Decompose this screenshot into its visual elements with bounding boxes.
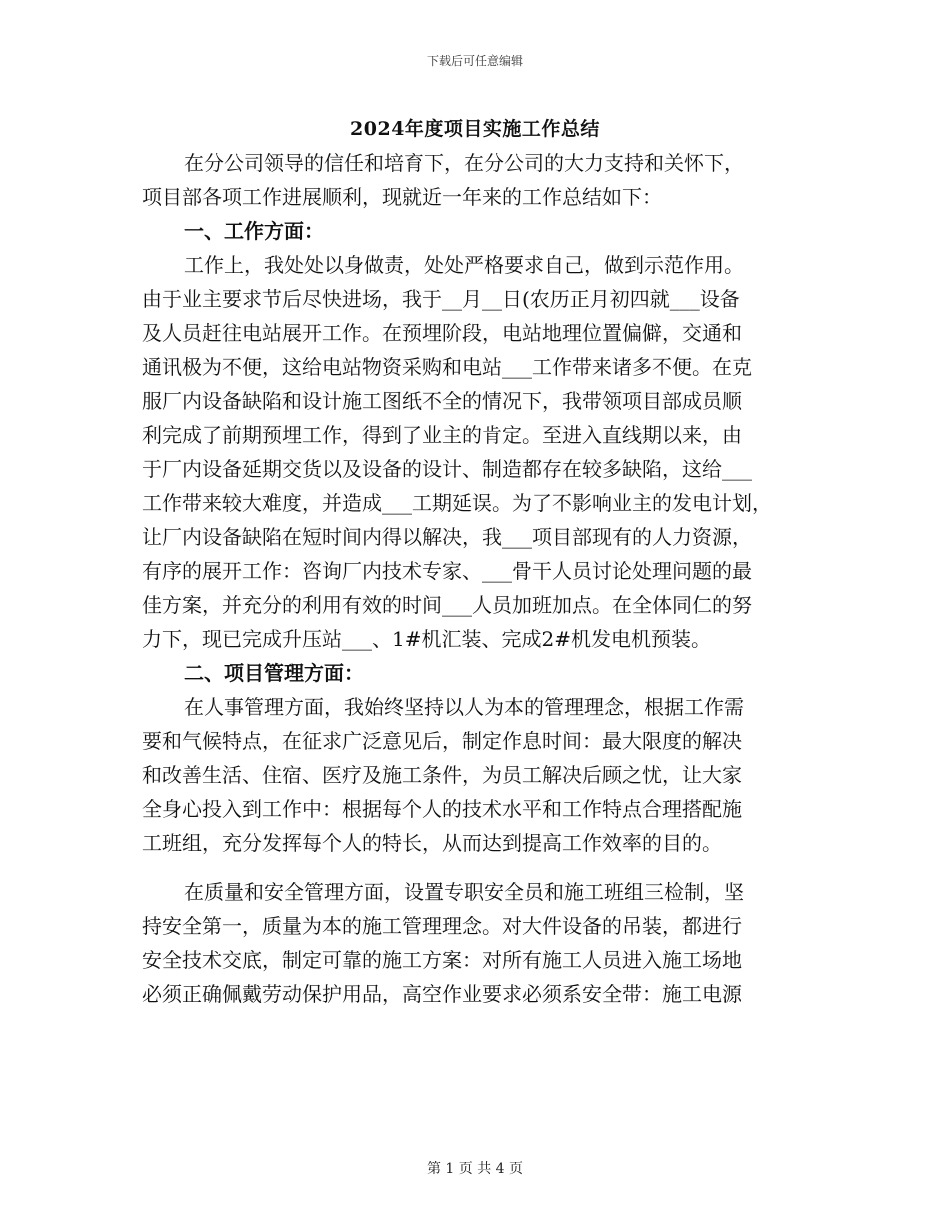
paragraph-line: 必须正确佩戴劳动保护用品，高空作业要求必须系安全带：施工电源: [142, 982, 742, 1006]
document-body: [142, 146, 814, 1011]
paragraph-line: 在分公司领导的信任和培育下，在分公司的大力支持和关怀下，: [184, 151, 744, 175]
page-number: 第 1 页 共 4 页: [426, 1161, 524, 1177]
paragraph-line: 项目部各项工作进展顺利，现就近一年来的工作总结如下：: [142, 185, 662, 209]
paragraph-line: 在质量和安全管理方面，设置专职安全员和施工班组三检制，坚: [184, 880, 744, 904]
section-heading: 一、工作方面：: [184, 219, 324, 243]
paragraph-gap: [142, 860, 814, 875]
paragraph-line: 力下，现已完成升压站___、1#机汇装、完成2#机发电机预装。: [142, 627, 711, 651]
paragraph-line: 全身心投入到工作中：根据每个人的技术水平和工作特点合理搭配施: [142, 797, 742, 821]
paragraph-line: 让厂内设备缺陷在短时间内得以解决，我___项目部现有的人力资源，: [142, 525, 752, 549]
paragraph-line: 持安全第一，质量为本的施工管理理念。对大件设备的吊装，都进行: [142, 914, 742, 938]
paragraph-line: 要和气候特点，在征求广泛意见后，制定作息时间：最大限度的解决: [142, 729, 742, 753]
section-heading: 二、项目管理方面：: [184, 661, 364, 685]
paragraph-line: 安全技术交底，制定可靠的施工方案：对所有施工人员进入施工场地: [142, 948, 742, 972]
paragraph-line: 在人事管理方面，我始终坚持以人为本的管理理念，根据工作需: [184, 695, 744, 719]
paragraph-line: 工作上，我处处以身做责，处处严格要求自己，做到示范作用。: [184, 253, 744, 277]
paragraph-line: 利完成了前期预埋工作，得到了业主的肯定。至进入直线期以来，由: [142, 423, 742, 447]
paragraph-line: 有序的展开工作：咨询厂内技术专家、___骨干人员讨论处理问题的最: [142, 559, 752, 583]
paragraph-line: 工班组，充分发挥每个人的特长，从而达到提高工作效率的目的。: [142, 831, 722, 855]
header-note: 下载后可任意编辑: [426, 54, 523, 68]
paragraph-line: 及人员赶往电站展开工作。在预埋阶段，电站地理位置偏僻，交通和: [142, 321, 742, 345]
paragraph-line: 和改善生活、住宿、医疗及施工条件，为员工解决后顾之忧，让大家: [142, 763, 742, 787]
paragraph-line: 由于业主要求节后尽快进场，我于__月__日(农历正月初四就___设备: [142, 287, 740, 311]
paragraph-line: 通讯极为不便，这给电站物资采购和电站___工作带来诸多不便。在克: [142, 355, 752, 379]
paragraph-line: 服厂内设备缺陷和设计施工图纸不全的情况下，我带领项目部成员顺: [142, 389, 742, 413]
paragraph-line: 于厂内设备延期交货以及设备的设计、制造都存在较多缺陷，这给___: [142, 457, 752, 481]
paragraph-line: 工作带来较大难度，并造成___工期延误。为了不影响业主的发电计划，: [142, 491, 772, 515]
document-title: 2024年度项目实施工作总结: [350, 118, 600, 140]
paragraph-line: 佳方案，并充分的利用有效的时间___人员加班加点。在全体同仁的努: [142, 593, 752, 617]
